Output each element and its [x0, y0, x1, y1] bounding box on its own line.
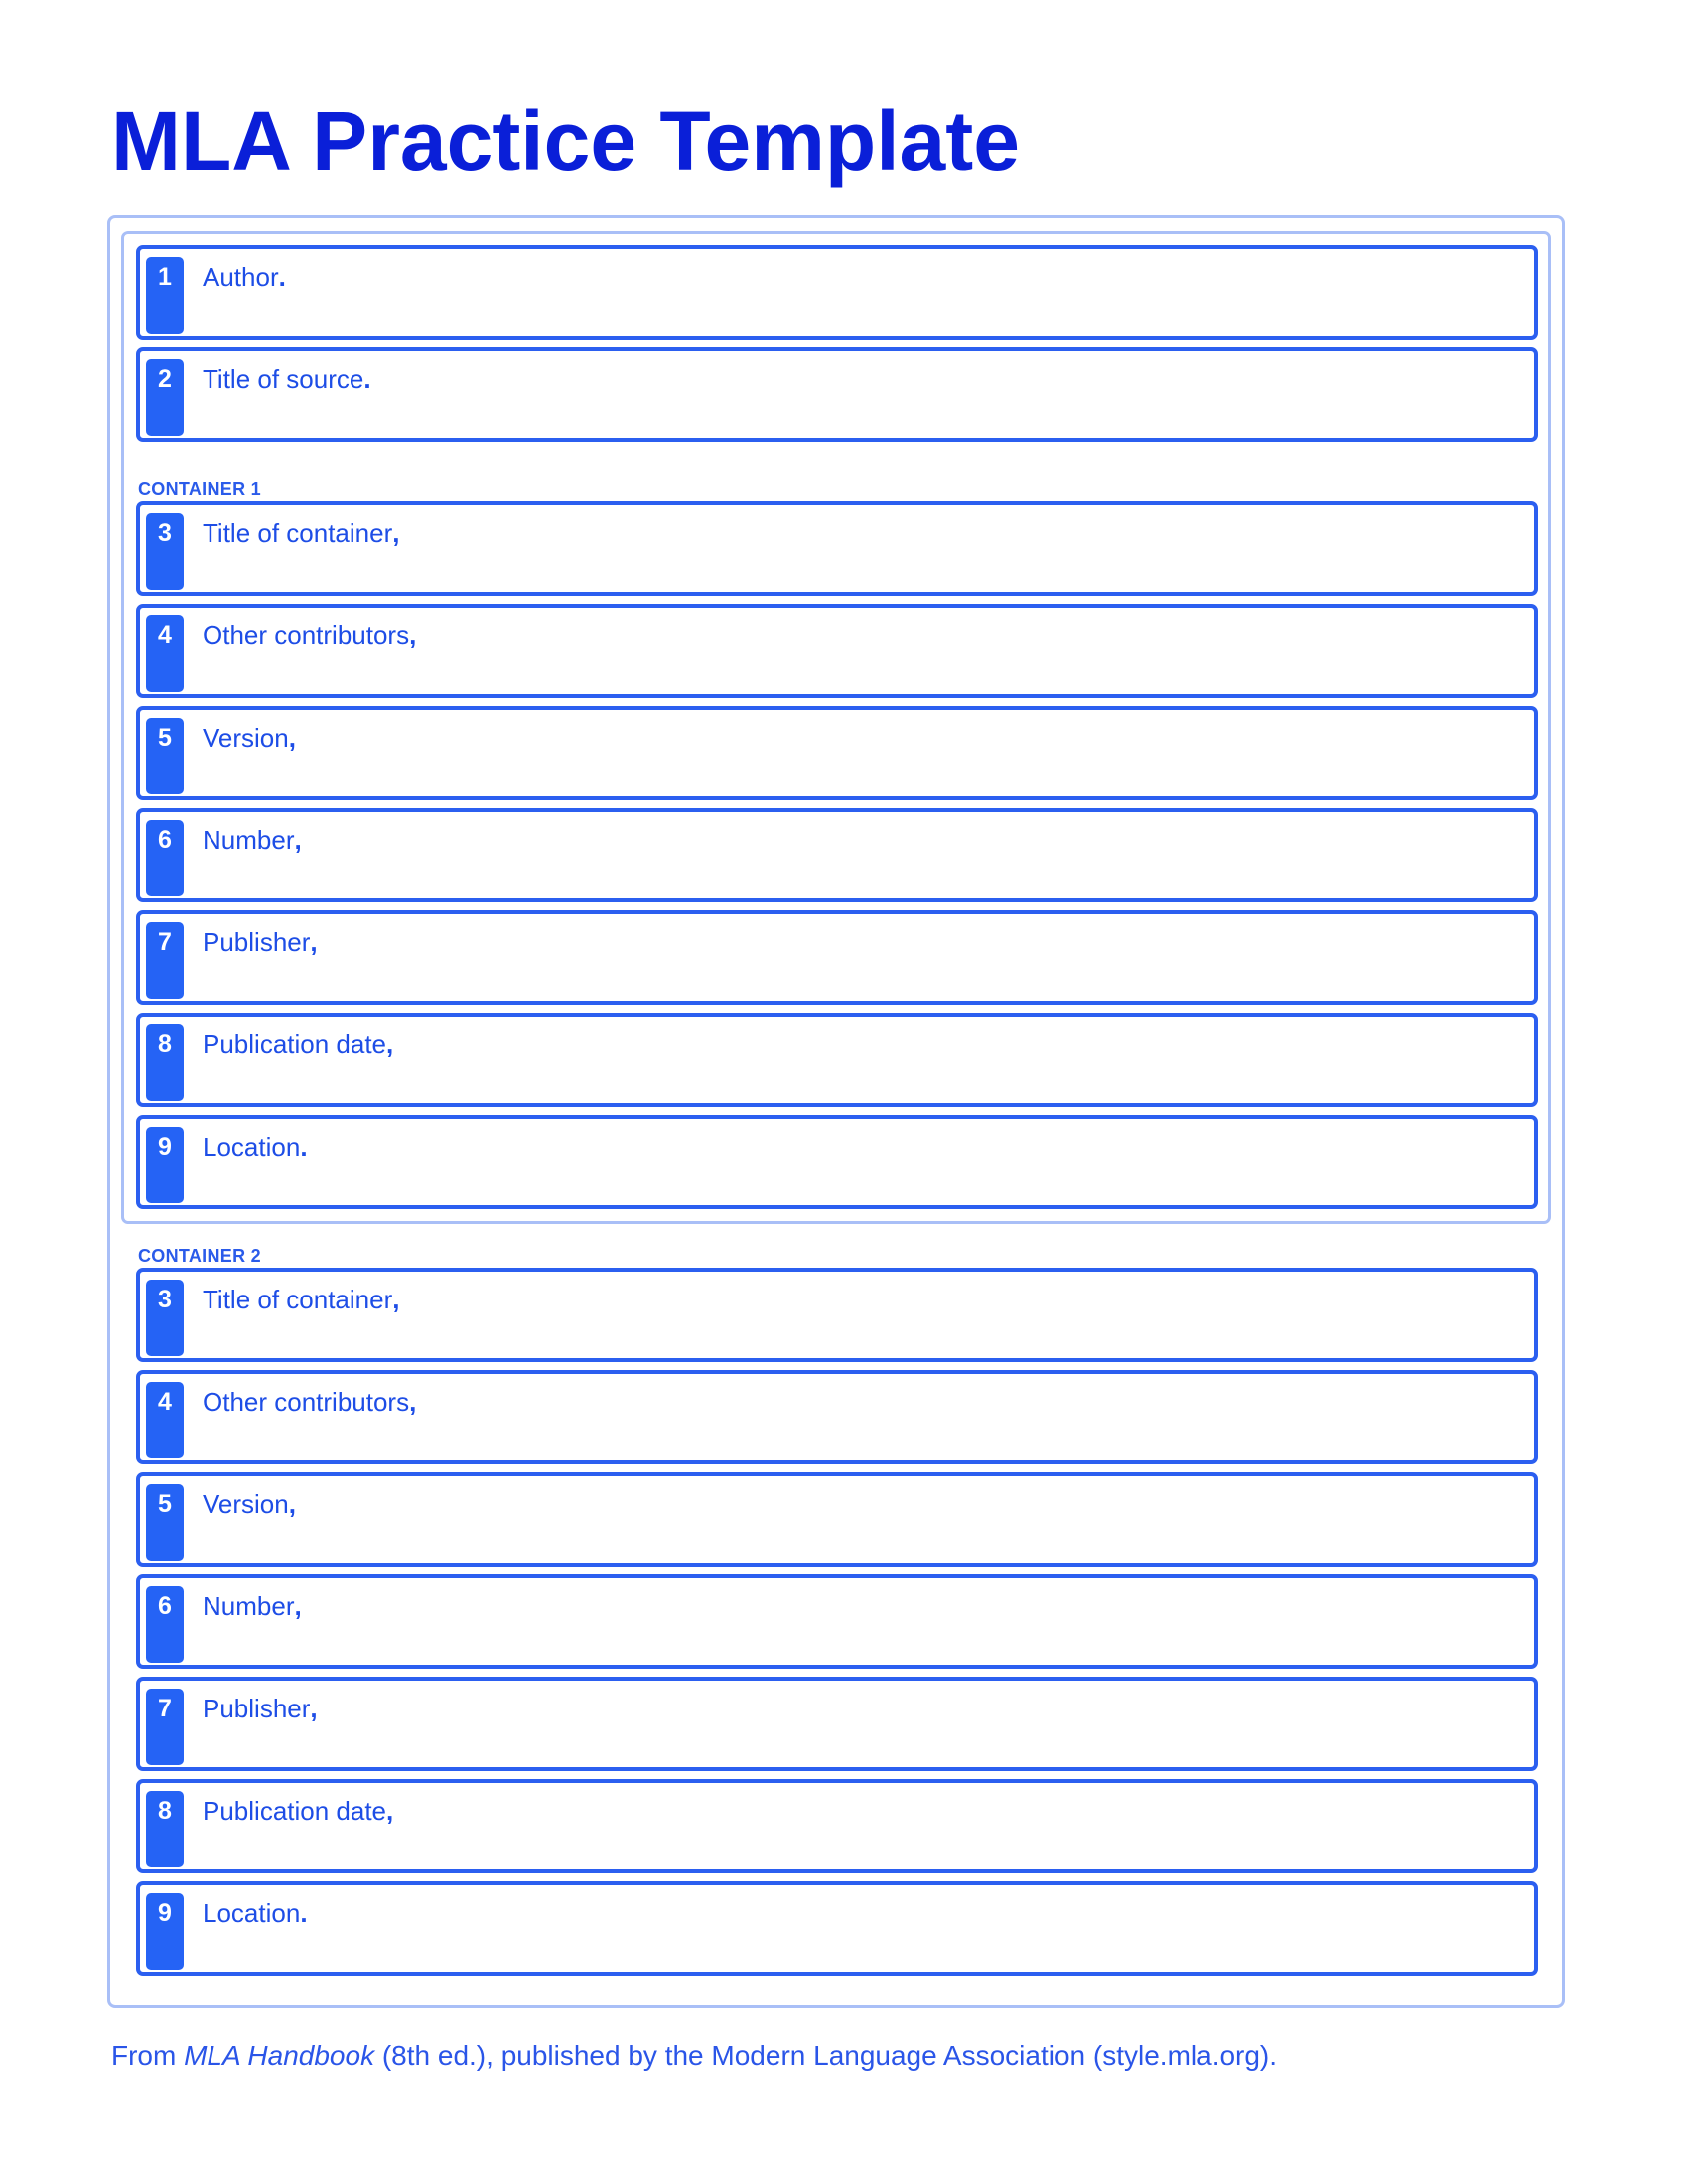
c2-field-version[interactable] — [136, 1472, 1538, 1567]
source-footer: From MLA Handbook (8th ed.), published by the Modern Language Association (style.mla.org). — [111, 2040, 1278, 2071]
field-number-badge: 5 — [146, 1484, 184, 1561]
c2-field-location[interactable] — [136, 1881, 1538, 1976]
field-number-badge: 7 — [146, 1689, 184, 1765]
field-label: Version, — [203, 723, 296, 752]
container-2-label: CONTAINER 2 — [138, 1246, 261, 1266]
field-label: Title of source. — [203, 364, 371, 394]
field-number-badge: 9 — [146, 1127, 184, 1203]
field-label: Publisher, — [203, 1694, 318, 1723]
c1-field-publisher[interactable] — [136, 910, 1538, 1005]
c2-field-number[interactable] — [136, 1574, 1538, 1669]
c2-field-title-of-container[interactable] — [136, 1268, 1538, 1362]
field-number-badge: 9 — [146, 1893, 184, 1970]
c1-field-location[interactable] — [136, 1115, 1538, 1209]
c1-field-publication-date[interactable] — [136, 1013, 1538, 1107]
c2-field-publication-date[interactable] — [136, 1779, 1538, 1873]
field-number-badge: 8 — [146, 1791, 184, 1867]
field-label: Title of container, — [203, 1285, 400, 1314]
c1-field-title-of-container[interactable] — [136, 501, 1538, 596]
field-label: Publisher, — [203, 927, 318, 957]
field-number-badge: 1 — [146, 257, 184, 334]
field-label: Location. — [203, 1132, 308, 1161]
field-number-badge: 3 — [146, 513, 184, 590]
c1-field-number[interactable] — [136, 808, 1538, 902]
field-title-of-source[interactable] — [136, 347, 1538, 442]
field-author[interactable] — [136, 245, 1538, 340]
field-label: Title of container, — [203, 518, 400, 548]
field-number-badge: 4 — [146, 615, 184, 692]
field-label: Publication date, — [203, 1029, 394, 1059]
c1-field-other-contributors[interactable] — [136, 604, 1538, 698]
field-label: Other contributors, — [203, 1387, 417, 1417]
field-label: Number, — [203, 1591, 302, 1621]
c2-field-publisher[interactable] — [136, 1677, 1538, 1771]
field-label: Version, — [203, 1489, 296, 1519]
field-number-badge: 6 — [146, 820, 184, 896]
handbook-title: MLA Handbook — [184, 2040, 375, 2071]
field-number-badge: 2 — [146, 359, 184, 436]
field-number-badge: 8 — [146, 1024, 184, 1101]
field-label: Publication date, — [203, 1796, 394, 1826]
c1-field-version[interactable] — [136, 706, 1538, 800]
field-number-badge: 7 — [146, 922, 184, 999]
field-label: Author. — [203, 262, 286, 292]
c2-field-other-contributors[interactable] — [136, 1370, 1538, 1464]
field-number-badge: 4 — [146, 1382, 184, 1458]
field-label: Number, — [203, 825, 302, 855]
container-1-label: CONTAINER 1 — [138, 479, 261, 499]
field-number-badge: 6 — [146, 1586, 184, 1663]
field-number-badge: 5 — [146, 718, 184, 794]
field-number-badge: 3 — [146, 1280, 184, 1356]
page-title: MLA Practice Template — [111, 94, 1020, 188]
field-label: Location. — [203, 1898, 308, 1928]
field-label: Other contributors, — [203, 620, 417, 650]
